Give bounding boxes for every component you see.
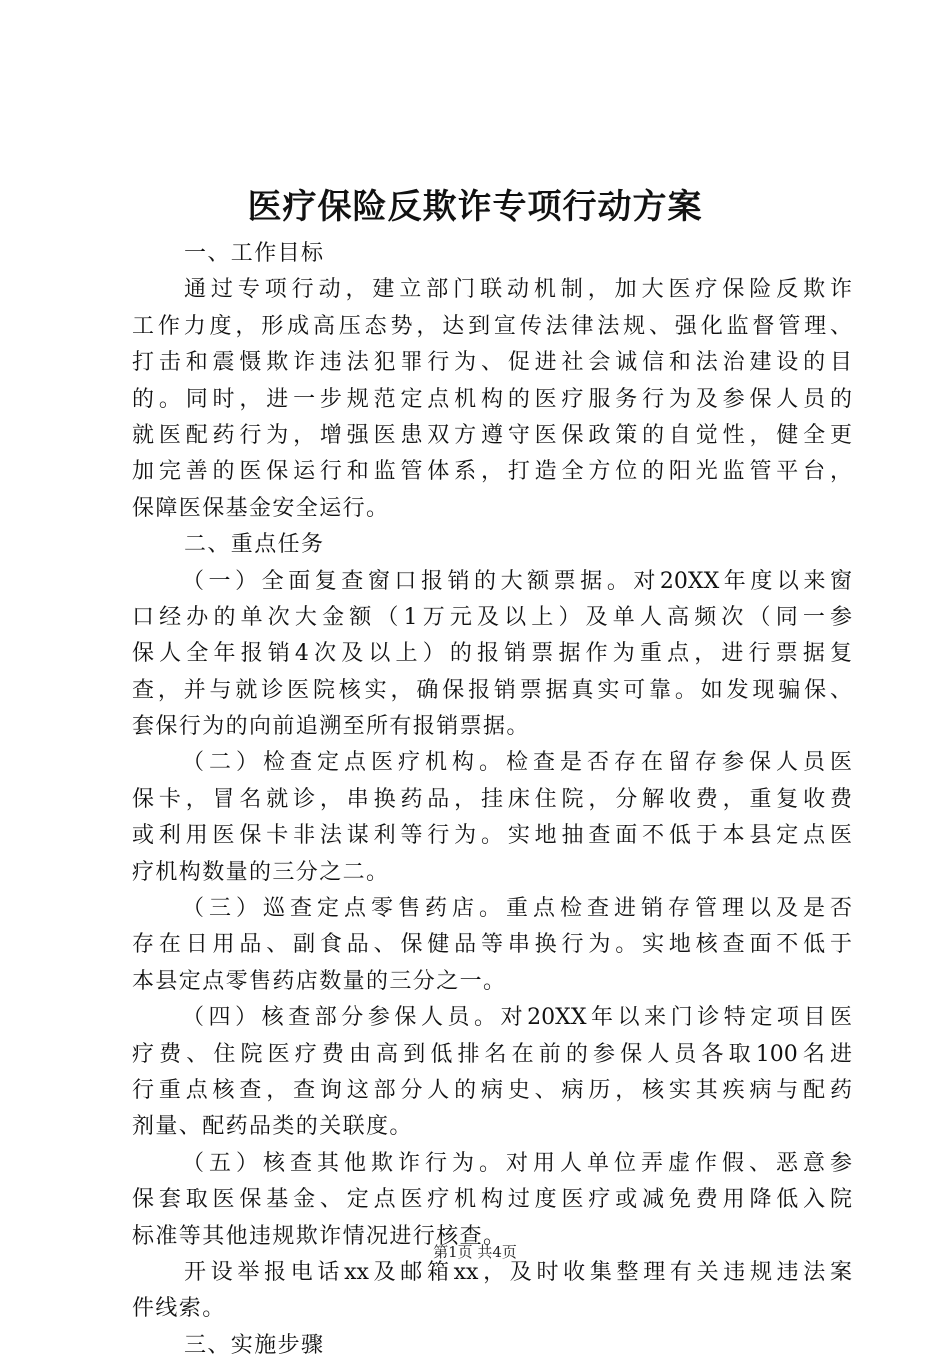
paragraph-line: 疗费、住院医疗费由高到低排名在前的参保人员各取100名进 bbox=[132, 1041, 852, 1067]
paragraph-line: 加完善的医保运行和监管体系，打造全方位的阳光监管平台， bbox=[132, 459, 852, 485]
paragraph-line: 保卡，冒名就诊，串换药品，挂床住院，分解收费，重复收费 bbox=[132, 786, 852, 812]
paragraph-line: 通过专项行动，建立部门联动机制，加大医疗保险反欺诈 bbox=[184, 277, 852, 303]
paragraph-line: 的。同时，进一步规范定点机构的医疗服务行为及参保人员的 bbox=[132, 386, 852, 412]
paragraph-line: 开设举报电话xx及邮箱xx，及时收集整理有关违规违法案 bbox=[184, 1259, 852, 1285]
paragraph-line: 或利用医保卡非法谋利等行为。实地抽查面不低于本县定点医 bbox=[132, 823, 852, 849]
paragraph-line: 打击和震慑欺诈违法犯罪行为、促进社会诚信和法治建设的目 bbox=[132, 350, 852, 376]
paragraph-line: 查，并与就诊医院核实，确保报销票据真实可靠。如发现骗保、 bbox=[132, 677, 852, 703]
paragraph-line: 保障医保基金安全运行。 bbox=[132, 495, 390, 521]
document-title: 医疗保险反欺诈专项行动方案 bbox=[247, 187, 703, 227]
paragraph-line: 行重点核查，查询这部分人的病史、病历，核实其疾病与配药 bbox=[132, 1077, 852, 1103]
paragraph-line: （一）全面复查窗口报销的大额票据。对20XX年度以来窗 bbox=[182, 568, 852, 594]
paragraph-line: 疗机构数量的三分之二。 bbox=[132, 859, 390, 885]
section-heading: 二、重点任务 bbox=[184, 532, 325, 558]
document-body bbox=[132, 236, 852, 1364]
page-number-footer: 第1页 共4页 bbox=[433, 1243, 517, 1261]
paragraph-line: 口经办的单次大金额（1万元及以上）及单人高频次（同一参 bbox=[132, 604, 852, 630]
section-heading: 一、工作目标 bbox=[184, 241, 325, 266]
paragraph-line: 标准等其他违规欺诈情况进行核查。 bbox=[132, 1223, 507, 1249]
paragraph-line: （五）核查其他欺诈行为。对用人单位弄虚作假、恶意参 bbox=[182, 1150, 852, 1176]
paragraph-line: （三）巡查定点零售药店。重点检查进销存管理以及是否 bbox=[182, 896, 852, 922]
paragraph-line: （二）检查定点医疗机构。检查是否存在留存参保人员医 bbox=[182, 750, 852, 776]
paragraph-line: 保人全年报销4次及以上）的报销票据作为重点，进行票据复 bbox=[132, 641, 852, 667]
paragraph-line: 本县定点零售药店数量的三分之一。 bbox=[132, 968, 507, 994]
paragraph-line: 保套取医保基金、定点医疗机构过度医疗或减免费用降低入院 bbox=[132, 1187, 852, 1213]
paragraph-line: 就医配药行为，增强医患双方遵守医保政策的自觉性，健全更 bbox=[132, 422, 852, 448]
section-heading: 三、实施步骤 bbox=[184, 1332, 325, 1358]
paragraph-line: 套保行为的向前追溯至所有报销票据。 bbox=[132, 714, 530, 740]
paragraph-line: 件线索。 bbox=[132, 1296, 226, 1322]
paragraph-line: 工作力度，形成高压态势，达到宣传法律法规、强化监督管理、 bbox=[132, 313, 852, 339]
paragraph-line: 存在日用品、副食品、保健品等串换行为。实地核查面不低于 bbox=[132, 932, 852, 958]
paragraph-line: 剂量、配药品类的关联度。 bbox=[132, 1114, 413, 1140]
paragraph-line: （四）核查部分参保人员。对20XX年以来门诊特定项目医 bbox=[182, 1005, 852, 1031]
